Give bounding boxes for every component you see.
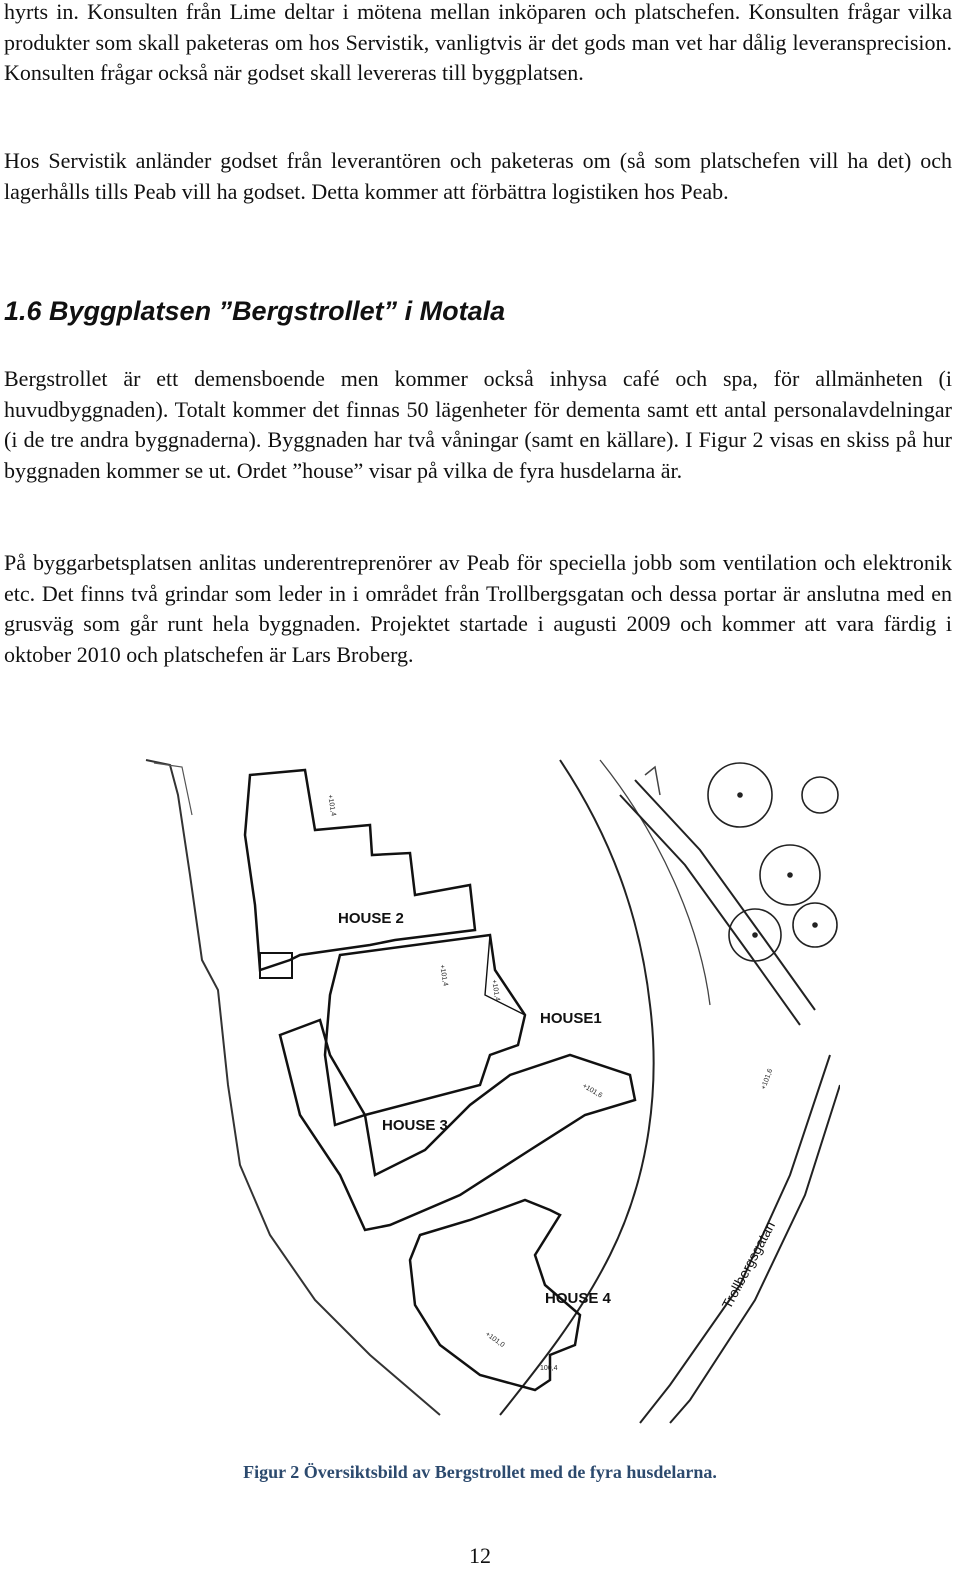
paragraph-4: På byggarbetsplatsen anlitas underentreprenörer av Peab för speciella jobb som ventilation och elektronik etc. Det finns två grindar som leder in i området från Trollbergsgatan och dessa portar är anslutna med en grusväg som går runt hela byggnaden. Projektet startade i augusti 2009 och kommer att vara färdig i oktober 2010 och platschefen är Lars Broberg. [4,550,952,667]
elevation-label: +101,0 [483,1330,506,1350]
elevation-label: +101,4 [326,794,337,817]
paragraph-3: Bergstrollet är ett demensboende men kommer också inhysa café och spa, för allmänheten (i huvudbyggnaden). Totalt kommer det finnas 50 lägenheter för dementa samt ett antal personalavdelningar (i de tre andra byggnaderna). Byggnaden har två våningar (samt en källare). I Figur 2 visas en skiss på hur byggnaden kommer se ut. Ordet ”house” visar på vilka de fyra husdelarna är. [4,366,952,483]
site-plan-drawing [140,755,840,1425]
house-1-label: HOUSE1 [540,1010,602,1027]
figure-caption: Figur 2 Översiktsbild av Bergstrollet med de fyra husdelarna. [243,1462,717,1482]
paragraph-1: hyrts in. Konsulten från Lime deltar i mötena mellan inköparen och platschefen. Konsulten frågar vilka produkter som skall paketeras om hos Servistik, vanligtvis är det gods man vet har dålig leveransprecision. Konsulten frågar också när godset skall levereras till byggplatsen. [4,0,952,85]
elevation-label: +101,4 [438,964,449,987]
paragraph-2: Hos Servistik anländer godset från leverantören och paketeras om (så som platschefen vill ha det) och lagerhålls tills Peab vill ha godset. Detta kommer att förbättra logistiken hos Peab. [4,148,952,204]
page-number: 12 [469,1543,491,1568]
elevation-label: +101,4 [490,979,501,1002]
house-4-label: HOUSE 4 [545,1290,611,1307]
elevation-label: 100,4 [540,1365,558,1372]
elevation-label: +101,6 [581,1082,604,1100]
street-name-label: Trollbergsgatan [718,1218,779,1312]
house-3-label: HOUSE 3 [382,1117,448,1134]
section-heading: 1.6 Byggplatsen ”Bergstrollet” i Motala [4,296,506,326]
site-plan-figure [140,755,840,1425]
elevation-label: +101,6 [760,1067,775,1091]
house-2-label: HOUSE 2 [338,910,404,927]
